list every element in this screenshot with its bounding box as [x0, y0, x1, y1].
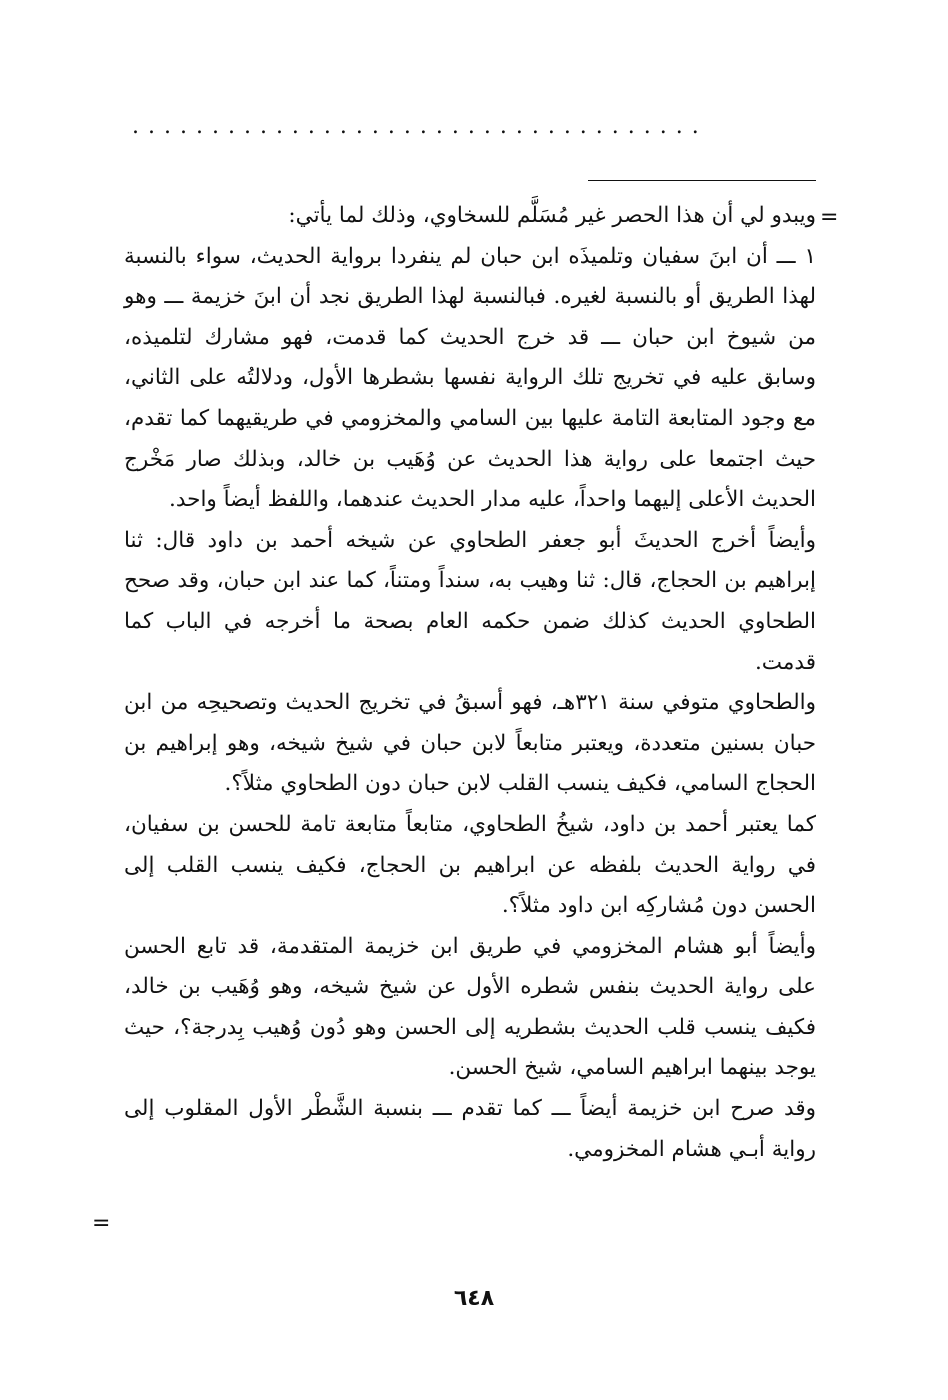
- paragraph-intro: ويبدو لي أن هذا الحصر غير مُسَلَّم للسخاوي، وذلك لما يأتي:: [288, 203, 816, 228]
- paragraph-tahawi-narration: وأيضاً أخرج الحديثَ أبو جعفر الطحاوي عن شيخه أحمد بن داود قال: ثنا إبراهيم بن الحجاج، قال: ثنا وهيب به، سنداً ومتناً، كما عند ابن حبان، وقد صحح الطحاوي الحديث كذلك ضمن حكمه العام بصحة ما أخرجه في الباب كما قدمت.: [124, 527, 816, 675]
- continuation-mark-top: =: [820, 205, 839, 230]
- header-dotted-rule: ....................................: [132, 114, 708, 139]
- paragraph-ibn-khuzayma: وقد صرح ابن خزيمة أيضاً ـــ كما تقدم ـــ بنسبة الشَّطْر الأول المقلوب إلى رواية أبـي هشام المخزومي.: [124, 1096, 816, 1162]
- paragraph-tahawi-date: والطحاوي متوفي سنة ٣٢١هـ، فهو أسبقُ في تخريج الحديث وتصحيحِه من ابن حبان بسنين متعددة، ويعتبر متابعاً لابن حبان في شيخ شيخه، وهو إبراهيم بن الحجاج السامي، فكيف ينسب القلب لابن حبان دون الطحاوي مثلاً؟.: [124, 690, 816, 797]
- paragraph-abu-hisham: وأيضاً أبو هشام المخزومي في طريق ابن خزيمة المتقدمة، قد تابع الحسن على رواية الحديث بنفس شطره الأول عن شيخ شيخه، وهو وُهَيب بن خالد، فكيف ينسب قلب الحديث بشطريه إلى الحسن وهو دُون وُهيب بِدرجة؟، حيث يوجد بينهما ابراهيم السامي، شيخ الحسن.: [124, 933, 816, 1081]
- paragraph-ahmad-ibn-dawud: كما يعتبر أحمد بن داود، شيخُ الطحاوي، متابعاً متابعة تامة للحسن بن سفيان، في رواية الحديث بلفظه عن ابراهيم بن الحجاج، فكيف ينسب القلب إلى الحسن دون مُشاركِه ابن داود مثلاً؟.: [124, 811, 816, 919]
- footnote-text-body: [124, 196, 816, 1170]
- footnote-separator-rule: [588, 180, 816, 181]
- page-number: ٦٤٨: [453, 1286, 495, 1311]
- paragraph-point-one: ١ ـــ أن ابنَ سفيان وتلميذَه ابن حبان لم ينفردا برواية الحديث، سواء بالنسبة لهذا الطريق أو بالنسبة لغيره. فبالنسبة لهذا الطريق نجد أن ابنَ خزيمة ـــ وهو من شيوخ ابن حبان ـــ قد خرج الحديث كما قدمت، فهو مشارك لتلميذه، وسابق عليه في تخريج تلك الرواية نفسها بشطرها الأول، ودلالتُه على الثاني، مع وجود المتابعة التامة عليها بين السامي والمخزومي في طريقيهما كما تقدم، حيث اجتمعا على رواية هذا الحديث عن وُهَيب بن خالد، وبذلك صار مَخْرج الحديث الأعلى إليهما واحداً، عليه مدار الحديث عندهما، واللفظ أيضاً واحد.: [124, 243, 816, 513]
- continuation-mark-bottom: =: [92, 1211, 111, 1236]
